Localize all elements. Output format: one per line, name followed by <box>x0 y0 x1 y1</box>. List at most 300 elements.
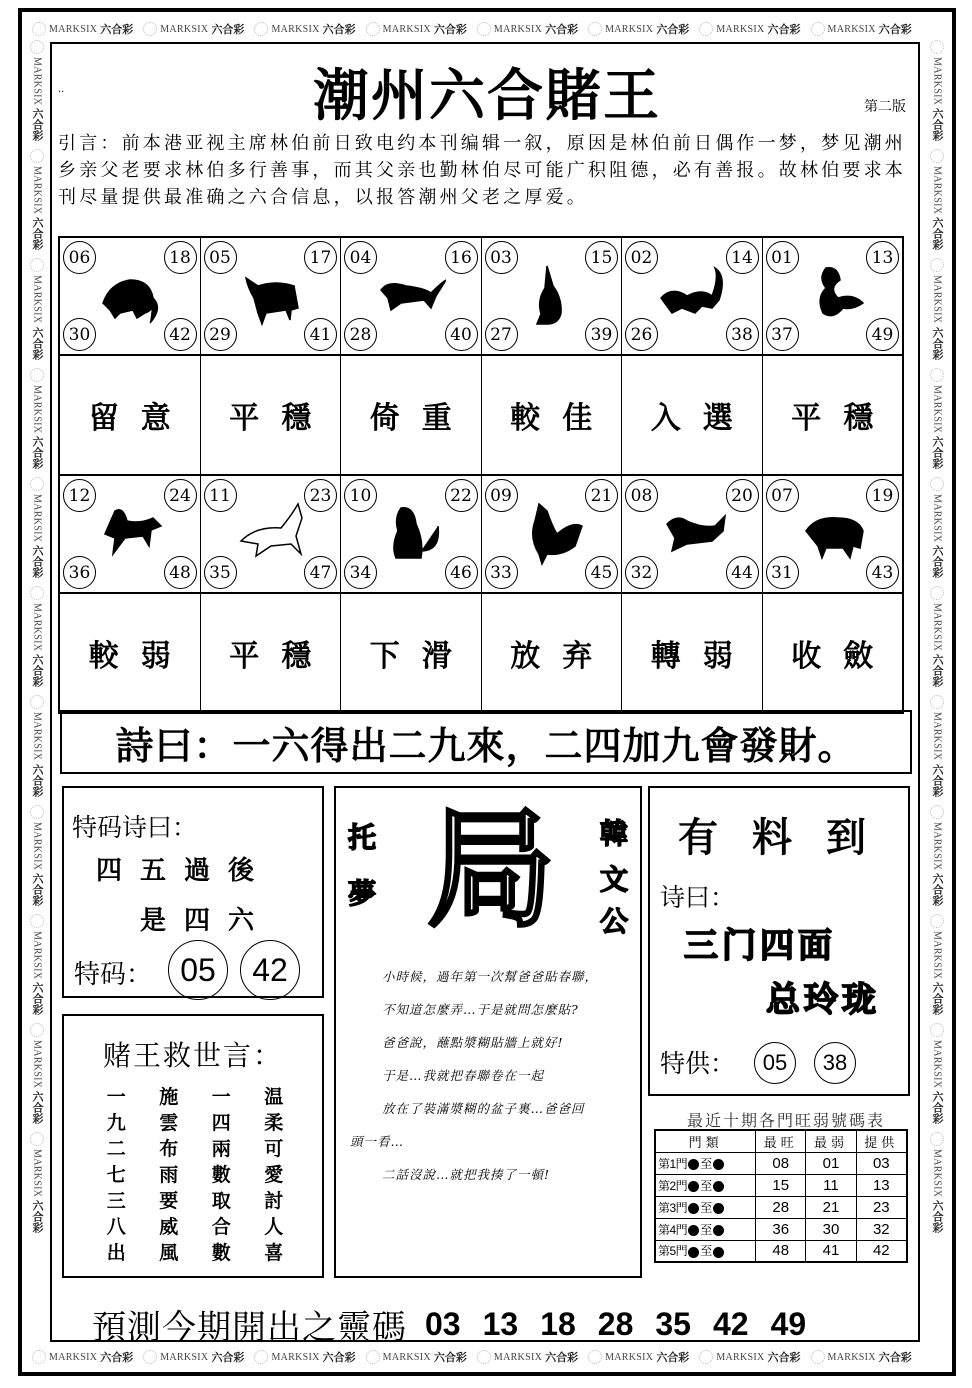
watermark-text: MARKSIX <box>605 23 654 35</box>
story-left-char-1: 托 <box>348 821 377 854</box>
trait-cell-rat <box>60 356 200 474</box>
number-ball: 18 <box>164 241 197 274</box>
flower-icon <box>930 477 944 491</box>
flower-icon <box>930 1023 944 1037</box>
number-ball: 16 <box>445 241 478 274</box>
flower-icon <box>930 40 944 54</box>
watermark-unit <box>29 258 45 359</box>
watermark-unit <box>143 21 244 37</box>
watermark-text-cn: 六合彩 <box>931 108 944 142</box>
watermark-text: MARKSIX <box>382 1351 431 1363</box>
number-ball: 33 <box>485 556 518 589</box>
ball-icon <box>713 1225 724 1236</box>
watermark-text: MARKSIX <box>160 23 209 35</box>
saying-char: 二 <box>106 1138 126 1160</box>
watermark-text: MARKSIX <box>827 23 876 35</box>
trait-label: 較弱 <box>88 639 193 674</box>
watermark-text: MARKSIX <box>827 1351 876 1363</box>
poem-banner: 詩曰：一六得出二九來，二四加九會發財。 <box>60 710 912 774</box>
flower-icon <box>254 22 268 36</box>
number-ball: 07 <box>766 479 799 512</box>
watermark-text: MARKSIX <box>931 930 943 979</box>
trait-cell-rooster <box>481 594 622 712</box>
watermark-text-cn: 六合彩 <box>31 763 44 797</box>
number-ball: 41 <box>304 318 337 351</box>
content-area <box>50 42 920 1348</box>
watermark-unit <box>29 1023 45 1124</box>
material-code-prefix: 特供： <box>660 1049 736 1078</box>
trait-cell-snake <box>762 356 903 474</box>
watermark-text: MARKSIX <box>931 384 943 433</box>
gate-label: 第5門 <box>658 1244 688 1259</box>
gate-cell <box>655 1240 756 1262</box>
header-hot: 最旺 <box>756 1130 806 1152</box>
number-ball: 34 <box>344 556 377 589</box>
watermark-text: MARKSIX <box>493 23 543 35</box>
flower-icon <box>366 22 380 36</box>
ball-icon <box>688 1159 699 1170</box>
story-left-char-2: 夢 <box>348 877 377 910</box>
story-line: 于是…我就把春聯卷在一起 <box>382 1068 545 1083</box>
watermark-text: MARKSIX <box>31 493 43 543</box>
watermark-text: MARKSIX <box>271 23 320 35</box>
prediction-number: 03 <box>425 1306 461 1342</box>
gate-table <box>654 1129 908 1263</box>
watermark-stripe-top <box>22 16 952 42</box>
number-ball: 28 <box>344 318 377 351</box>
story-big-char: 局 <box>426 796 555 945</box>
flower-icon <box>30 40 44 54</box>
number-ball: 10 <box>344 479 377 512</box>
saying-char: 數 <box>211 1242 231 1264</box>
watermark-text-cn: 六合彩 <box>931 1091 944 1125</box>
gate-cold-value: 11 <box>806 1174 856 1196</box>
watermark-unit <box>929 695 945 796</box>
saying-char: 七 <box>106 1164 126 1186</box>
flower-icon <box>930 586 944 600</box>
header-dots: .. <box>58 84 65 95</box>
flower-icon <box>143 22 157 36</box>
gate-cell <box>655 1152 756 1174</box>
watermark-unit <box>929 1023 945 1124</box>
number-ball: 11 <box>204 479 237 512</box>
number-ball: 42 <box>164 318 197 351</box>
prediction-number: 28 <box>597 1306 634 1342</box>
watermark-unit <box>29 149 45 250</box>
number-ball: 15 <box>585 241 618 274</box>
watermark-text: MARKSIX <box>31 166 43 215</box>
watermark-text: MARKSIX <box>31 384 43 433</box>
dog-icon <box>657 496 727 571</box>
saying-char: 雲 <box>159 1112 179 1134</box>
watermark-text-cn: 六合彩 <box>931 326 944 360</box>
prediction-number: 49 <box>770 1306 807 1342</box>
watermark-unit <box>477 1349 578 1365</box>
watermark-unit <box>29 914 45 1015</box>
watermark-unit <box>477 21 578 37</box>
trait-cell-tiger <box>340 356 481 474</box>
flower-icon <box>477 1350 491 1364</box>
ball-icon <box>688 1225 699 1236</box>
trait-label: 平穩 <box>791 401 896 436</box>
watermark-text: MARKSIX <box>31 275 43 324</box>
gate-label: 第2門 <box>658 1178 688 1193</box>
trait-cell-dragon <box>621 356 762 474</box>
gate-hot-value: 08 <box>756 1152 806 1174</box>
number-ball: 31 <box>766 556 799 589</box>
zodiac-cell-ox <box>200 238 341 354</box>
ball-icon <box>713 1203 724 1214</box>
watermark-text-cn: 六合彩 <box>31 1091 44 1125</box>
ball-icon <box>713 1159 724 1170</box>
watermark-text-cn: 六合彩 <box>545 23 579 36</box>
flower-icon <box>930 914 944 928</box>
ox-icon <box>236 258 306 333</box>
gate-cell <box>655 1196 756 1218</box>
watermark-text: MARKSIX <box>931 57 943 106</box>
flower-icon <box>477 22 491 36</box>
watermark-unit <box>143 1349 244 1365</box>
watermark-text: MARKSIX <box>931 275 943 324</box>
watermark-unit <box>29 805 45 906</box>
gate-hot-value: 48 <box>756 1240 806 1262</box>
gate-pick-value: 42 <box>856 1240 907 1262</box>
watermark-text-cn: 六合彩 <box>931 545 944 579</box>
number-ball: 22 <box>445 479 478 512</box>
number-ball: 19 <box>866 479 899 512</box>
material-poem-label: 诗曰： <box>660 883 736 912</box>
zodiac-cell-rooster <box>481 476 622 592</box>
watermark-text: MARKSIX <box>931 1149 943 1198</box>
trait-label: 留意 <box>88 401 193 436</box>
gate-cell <box>655 1218 756 1240</box>
watermark-text-cn: 六合彩 <box>31 217 44 251</box>
number-ball: 21 <box>585 479 618 512</box>
watermark-text-cn: 六合彩 <box>931 872 944 906</box>
flower-icon <box>930 258 944 272</box>
snake-icon <box>798 258 868 333</box>
number-ball: 49 <box>866 318 899 351</box>
number-ball: 26 <box>625 318 658 351</box>
rabbit-icon <box>517 258 587 333</box>
watermark-text-cn: 六合彩 <box>31 1200 44 1234</box>
trait-label: 下滑 <box>369 639 474 674</box>
watermark-text-cn: 六合彩 <box>931 654 944 688</box>
trait-cell-monkey <box>340 594 481 712</box>
watermark-text: MARKSIX <box>160 1351 209 1363</box>
number-ball: 03 <box>485 241 518 274</box>
watermark-unit <box>929 805 945 906</box>
watermark-text: MARKSIX <box>31 712 43 761</box>
watermark-unit <box>29 695 45 796</box>
watermark-text: MARKSIX <box>382 23 431 35</box>
watermark-text: MARKSIX <box>49 1351 98 1363</box>
story-line: 不知道怎麼弄…于是就問怎麼貼? <box>382 1002 579 1017</box>
watermark-text: MARKSIX <box>716 23 765 35</box>
flower-icon <box>30 586 44 600</box>
edition-label: 第二版 <box>864 99 906 115</box>
watermark-text-cn: 六合彩 <box>433 23 467 36</box>
watermark-text: MARKSIX <box>605 1351 654 1363</box>
watermark-text-cn: 六合彩 <box>931 1200 944 1234</box>
watermark-text-cn: 六合彩 <box>31 545 44 579</box>
zodiac-cell-monkey <box>340 476 481 592</box>
flower-icon <box>699 1350 713 1364</box>
gate-hot-value: 15 <box>756 1174 806 1196</box>
saying-char: 一 <box>106 1086 126 1108</box>
watermark-text-cn: 六合彩 <box>31 981 44 1015</box>
zodiac-cell-pig <box>762 476 903 592</box>
special-poem-line-1: 四五過後 <box>96 856 273 886</box>
trait-label: 入選 <box>650 401 755 436</box>
saying-char: 取 <box>211 1190 231 1212</box>
watermark-unit <box>32 21 133 37</box>
zodiac-grid <box>58 236 904 714</box>
pig-icon <box>798 496 868 571</box>
flower-icon <box>699 22 713 36</box>
watermark-text-cn: 六合彩 <box>433 1351 467 1364</box>
saying-char: 可 <box>264 1138 284 1160</box>
prediction-label: 預測今期開出之靈碼 <box>92 1308 407 1348</box>
flower-icon <box>30 1023 44 1037</box>
trait-cell-pig <box>762 594 903 712</box>
number-ball: 29 <box>204 318 237 351</box>
number-ball: 38 <box>726 318 759 351</box>
watermark-text: MARKSIX <box>49 23 98 35</box>
gate-table-row <box>655 1196 907 1218</box>
saying-char: 四 <box>211 1112 231 1134</box>
watermark-text-cn: 六合彩 <box>878 23 912 36</box>
saying-char: 威 <box>159 1216 179 1238</box>
saying-char: 柔 <box>264 1112 284 1134</box>
watermark-text: MARKSIX <box>931 603 943 652</box>
watermark-unit <box>32 1349 133 1365</box>
watermark-unit <box>929 368 945 469</box>
watermark-text: MARKSIX <box>931 493 943 543</box>
number-ball: 24 <box>164 479 197 512</box>
watermark-unit <box>254 1349 355 1365</box>
special-code-label: 特码诗曰： <box>72 813 198 842</box>
watermark-text: MARKSIX <box>31 603 43 652</box>
number-ball: 20 <box>726 479 759 512</box>
zodiac-row-1-traits <box>60 354 902 474</box>
watermark-unit <box>29 477 45 578</box>
number-ball: 01 <box>766 241 799 274</box>
trait-label: 收斂 <box>791 639 896 674</box>
watermark-unit <box>929 258 945 359</box>
watermark-unit <box>929 586 945 687</box>
special-code-box <box>62 786 324 998</box>
watermark-unit <box>811 1349 912 1365</box>
monkey-icon <box>376 496 446 571</box>
story-right-char-3: 公 <box>599 905 628 938</box>
watermark-text: MARKSIX <box>931 821 943 870</box>
story-line: 放在了裝滿漿糊的盆子裏…爸爸回 <box>382 1101 585 1116</box>
flower-icon <box>366 1350 380 1364</box>
flower-icon <box>588 1350 602 1364</box>
trait-label: 較佳 <box>510 401 615 436</box>
page-title: 潮州六合賭王 <box>313 63 661 129</box>
watermark-text-cn: 六合彩 <box>931 763 944 797</box>
number-ball: 43 <box>866 556 899 589</box>
zodiac-cell-dog <box>621 476 762 592</box>
saying-char: 兩 <box>211 1138 231 1160</box>
flower-icon <box>811 1350 825 1364</box>
zodiac-cell-tiger <box>340 238 481 354</box>
trait-cell-rabbit <box>481 356 622 474</box>
trait-cell-dog <box>621 594 762 712</box>
trait-label: 放弃 <box>510 639 615 674</box>
number-ball: 44 <box>726 556 759 589</box>
watermark-unit <box>929 914 945 1015</box>
story-line: 小時候，過年第一次幫爸爸貼春聯， <box>382 969 599 984</box>
number-ball: 05 <box>204 241 237 274</box>
number-ball: 45 <box>585 556 618 589</box>
number-ball: 09 <box>485 479 518 512</box>
watermark-unit <box>699 21 800 37</box>
material-title: 有料到 <box>678 815 900 861</box>
gate-table-title: 最近十期各門旺弱號碼表 <box>686 1111 885 1130</box>
zodiac-row-2-images <box>60 474 902 592</box>
page-frame <box>18 8 956 1376</box>
watermark-text: MARKSIX <box>493 1351 543 1363</box>
to-label: 至 <box>700 1244 712 1259</box>
saying-char: 要 <box>159 1190 179 1212</box>
header-gate: 門類 <box>655 1130 756 1152</box>
trait-label: 轉弱 <box>650 639 755 674</box>
gate-table-row <box>655 1152 907 1174</box>
gate-pick-value: 32 <box>856 1218 907 1240</box>
gate-label: 第3門 <box>658 1200 688 1215</box>
gate-pick-value: 23 <box>856 1196 907 1218</box>
number-ball: 13 <box>866 241 899 274</box>
to-label: 至 <box>700 1222 712 1237</box>
gate-hot-value: 28 <box>756 1196 806 1218</box>
watermark-text-cn: 六合彩 <box>656 1351 690 1364</box>
flower-icon <box>811 22 825 36</box>
flower-icon <box>30 477 44 491</box>
watermark-text-cn: 六合彩 <box>31 872 44 906</box>
flower-icon <box>930 1132 944 1146</box>
number-ball: 30 <box>63 318 96 351</box>
flower-icon <box>30 368 44 382</box>
gambler-saying-box <box>62 1014 324 1278</box>
flower-icon <box>30 695 44 709</box>
prediction-row <box>92 1300 806 1349</box>
special-poem-line-2: 是四六 <box>140 906 273 936</box>
watermark-text-cn: 六合彩 <box>322 1351 356 1364</box>
material-code-ball-1: 05 <box>754 1042 796 1084</box>
gate-pick-value: 03 <box>856 1152 907 1174</box>
watermark-text-cn: 六合彩 <box>931 217 944 251</box>
number-ball: 06 <box>63 241 96 274</box>
watermark-unit <box>29 368 45 469</box>
tiger-icon <box>376 258 446 333</box>
ball-icon <box>688 1203 699 1214</box>
number-ball: 32 <box>625 556 658 589</box>
flower-icon <box>30 805 44 819</box>
watermark-text-cn: 六合彩 <box>322 23 356 36</box>
trait-label: 平穩 <box>229 639 334 674</box>
gate-hot-value: 36 <box>756 1218 806 1240</box>
saying-char: 出 <box>106 1242 126 1264</box>
watermark-text: MARKSIX <box>31 57 43 106</box>
zodiac-row-1-images <box>60 238 902 354</box>
watermark-unit <box>929 40 945 141</box>
saying-char: 人 <box>264 1216 284 1238</box>
watermark-stripe-right <box>924 40 950 1340</box>
saying-char: 八 <box>106 1216 126 1238</box>
watermark-unit <box>29 40 45 141</box>
number-ball: 27 <box>485 318 518 351</box>
number-ball: 08 <box>625 479 658 512</box>
zodiac-row-2-traits <box>60 592 902 712</box>
watermark-text: MARKSIX <box>716 1351 765 1363</box>
watermark-unit <box>929 477 945 578</box>
zodiac-cell-horse <box>60 476 200 592</box>
watermark-text-cn: 六合彩 <box>31 435 44 469</box>
number-ball: 36 <box>63 556 96 589</box>
watermark-text: MARKSIX <box>931 166 943 215</box>
watermark-text: MARKSIX <box>931 712 943 761</box>
gate-table-row <box>655 1218 907 1240</box>
zodiac-cell-snake <box>762 238 903 354</box>
watermark-text-cn: 六合彩 <box>31 654 44 688</box>
saying-char: 温 <box>264 1086 284 1108</box>
watermark-unit <box>699 1349 800 1365</box>
special-code-ball-2: 42 <box>240 940 300 1000</box>
saying-char: 愛 <box>264 1164 284 1186</box>
story-right-char-1: 韓 <box>599 817 628 850</box>
flower-icon <box>143 1350 157 1364</box>
number-ball: 14 <box>726 241 759 274</box>
flower-icon <box>32 22 46 36</box>
gate-cold-value: 01 <box>806 1152 856 1174</box>
gate-label: 第1門 <box>658 1156 688 1171</box>
watermark-text: MARKSIX <box>931 1039 943 1089</box>
saying-char: 風 <box>159 1242 179 1264</box>
watermark-unit <box>366 21 467 37</box>
header-pick: 提供 <box>856 1130 907 1152</box>
special-code-ball-1: 05 <box>168 940 228 1000</box>
gate-cold-value: 21 <box>806 1196 856 1218</box>
watermark-text: MARKSIX <box>31 1149 43 1198</box>
zodiac-cell-dragon <box>621 238 762 354</box>
watermark-text-cn: 六合彩 <box>211 1351 245 1364</box>
story-right-char-2: 文 <box>599 863 628 896</box>
number-ball: 23 <box>304 479 337 512</box>
gate-cell <box>655 1174 756 1196</box>
watermark-text-cn: 六合彩 <box>767 1351 801 1364</box>
ball-icon <box>713 1247 724 1258</box>
number-ball: 37 <box>766 318 799 351</box>
watermark-stripe-left <box>24 40 50 1340</box>
flower-icon <box>930 695 944 709</box>
prediction-number: 42 <box>712 1306 749 1342</box>
rat-icon <box>95 258 165 333</box>
to-label: 至 <box>700 1200 712 1215</box>
saying-grid <box>90 1084 300 1266</box>
trait-cell-goat <box>200 594 341 712</box>
watermark-unit <box>929 149 945 250</box>
dream-story-box <box>334 786 642 1278</box>
horse-icon <box>95 496 165 571</box>
saying-char: 布 <box>159 1138 179 1160</box>
gate-table-header <box>655 1130 907 1152</box>
watermark-unit <box>366 1349 467 1365</box>
flower-icon <box>30 258 44 272</box>
watermark-text-cn: 六合彩 <box>931 435 944 469</box>
